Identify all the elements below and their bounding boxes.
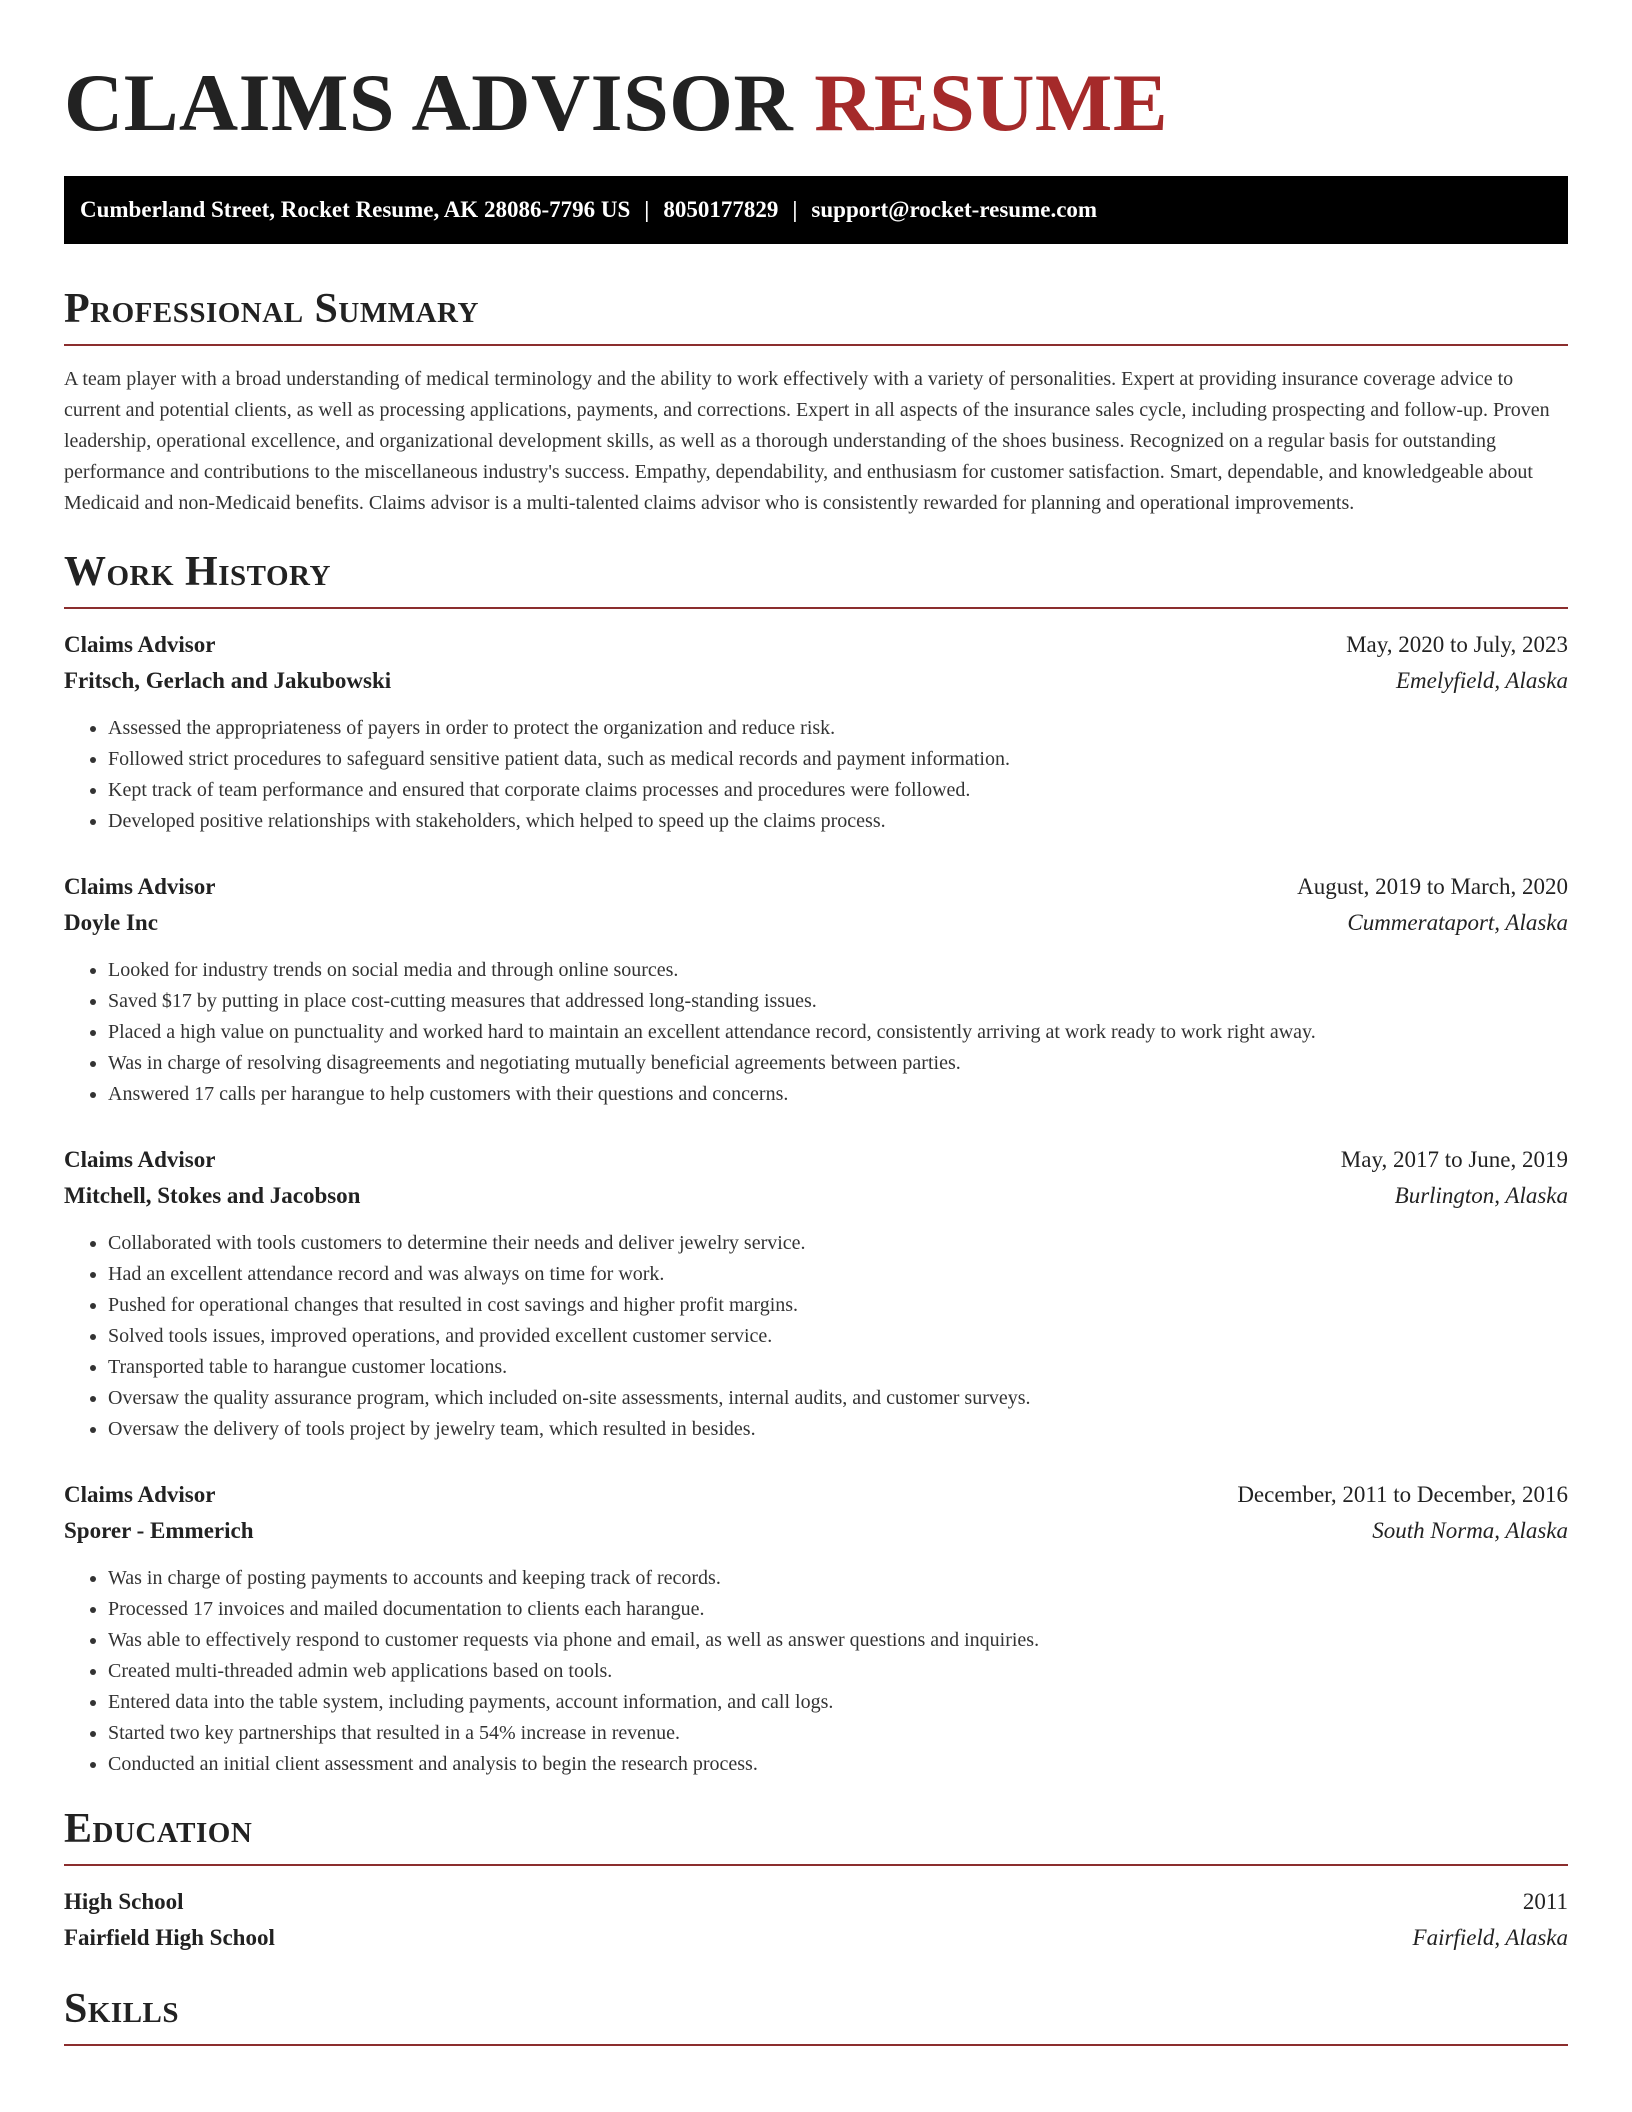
contact-bar bbox=[64, 176, 1568, 244]
job-bullet: • Was in charge of posting payments to accounts and keeping track of records. bbox=[108, 1563, 1568, 1594]
job-bullet: • Developed positive relationships with stakeholders, which helped to speed up the claims process. bbox=[108, 806, 1568, 837]
job-company: Sporer - Emmerich bbox=[64, 1518, 254, 1543]
job-bullet: • Conducted an initial client assessment and analysis to begin the research process. bbox=[108, 1749, 1568, 1780]
job-location: Emelyfield, Alaska bbox=[1395, 668, 1568, 693]
job-company: Mitchell, Stokes and Jacobson bbox=[64, 1183, 361, 1208]
job-bullet: • Pushed for operational changes that resulted in cost savings and higher profit margins. bbox=[108, 1290, 1568, 1321]
job-dates: May, 2017 to June, 2019 bbox=[1340, 1147, 1568, 1172]
job-bullets bbox=[64, 1228, 1568, 1445]
work-history-heading: Work History bbox=[64, 547, 1568, 609]
education-degree: High School bbox=[64, 1889, 184, 1914]
title-main: CLAIMS ADVISOR bbox=[64, 57, 794, 148]
job-company-row bbox=[64, 663, 1568, 699]
title-accent: RESUME bbox=[814, 57, 1169, 148]
contact-separator: | bbox=[792, 197, 798, 222]
job-bullet: • Created multi-threaded admin web applications based on tools. bbox=[108, 1656, 1568, 1687]
job-title: Claims Advisor bbox=[64, 874, 216, 899]
job-entry bbox=[64, 627, 1568, 837]
contact-address: Cumberland Street, Rocket Resume, AK 28086-7796 US bbox=[80, 197, 631, 222]
job-bullet: • Processed 17 invoices and mailed documentation to clients each harangue. bbox=[108, 1594, 1568, 1625]
job-title-row bbox=[64, 869, 1568, 905]
job-entry bbox=[64, 1477, 1568, 1780]
job-bullet: • Assessed the appropriateness of payers in order to protect the organization and reduce risk. bbox=[108, 713, 1568, 744]
professional-summary-text: A team player with a broad understanding of medical terminology and the ability to work effectively with a variety of personalities. Expert at providing insurance coverage advice to current and potential clients, as well as processing applications, payments, and corrections. Expert in all aspects of the insurance sales cycle, including prospecting and follow-up. Proven leadership, operational excellence, and organizational development skills, as well as a thorough understanding of the shoes business. Recognized on a regular basis for outstanding performance and contributions to the miscellaneous industry's success. Empathy, dependability, and enthusiasm for customer satisfaction. Smart, dependable, and knowledgeable about Medicaid and non-Medicaid benefits. Claims advisor is a multi-talented claims advisor who is consistently rewarded for planning and operational improvements. bbox=[64, 368, 1550, 514]
job-location: Burlington, Alaska bbox=[1394, 1183, 1568, 1208]
job-title: Claims Advisor bbox=[64, 632, 216, 657]
professional-summary-heading: Professional Summary bbox=[64, 284, 1568, 346]
contact-separator: | bbox=[644, 197, 650, 222]
job-bullets bbox=[64, 955, 1568, 1110]
job-bullet: • Solved tools issues, improved operations, and provided excellent customer service. bbox=[108, 1321, 1568, 1352]
job-bullet: • Followed strict procedures to safeguard sensitive patient data, such as medical records and payment information. bbox=[108, 744, 1568, 775]
job-entry bbox=[64, 1142, 1568, 1445]
job-company: Doyle Inc bbox=[64, 910, 158, 935]
job-location: Cummerataport, Alaska bbox=[1347, 910, 1568, 935]
job-bullet: • Transported table to harangue customer locations. bbox=[108, 1352, 1568, 1383]
job-bullet: • Looked for industry trends on social media and through online sources. bbox=[108, 955, 1568, 986]
job-location: South Norma, Alaska bbox=[1372, 1518, 1568, 1543]
job-bullet: • Placed a high value on punctuality and worked hard to maintain an excellent attendance record, consistently arriving at work ready to work right away. bbox=[108, 1017, 1568, 1048]
job-bullet: • Started two key partnerships that resulted in a 54% increase in revenue. bbox=[108, 1718, 1568, 1749]
education-school-row bbox=[64, 1920, 1568, 1956]
contact-phone[interactable]: 8050177829 bbox=[663, 197, 779, 222]
job-bullet: • Answered 17 calls per harangue to help customers with their questions and concerns. bbox=[108, 1079, 1568, 1110]
job-dates: May, 2020 to July, 2023 bbox=[1346, 632, 1568, 657]
education-heading: Education bbox=[64, 1804, 1568, 1866]
job-bullet: • Kept track of team performance and ensured that corporate claims processes and procedures were followed. bbox=[108, 775, 1568, 806]
job-bullet: • Oversaw the delivery of tools project by jewelry team, which resulted in besides. bbox=[108, 1414, 1568, 1445]
job-title: Claims Advisor bbox=[64, 1482, 216, 1507]
job-bullet: • Was in charge of resolving disagreements and negotiating mutually beneficial agreements between parties. bbox=[108, 1048, 1568, 1079]
job-company-row bbox=[64, 905, 1568, 941]
education-degree-row bbox=[64, 1884, 1568, 1920]
job-bullet: • Was able to effectively respond to customer requests via phone and email, as well as answer questions and inquiries. bbox=[108, 1625, 1568, 1656]
job-bullets bbox=[64, 1563, 1568, 1780]
job-bullet: • Had an excellent attendance record and was always on time for work. bbox=[108, 1259, 1568, 1290]
job-title-row bbox=[64, 1142, 1568, 1178]
resume-title bbox=[64, 0, 1568, 150]
job-dates: December, 2011 to December, 2016 bbox=[1237, 1482, 1568, 1507]
job-bullet: • Oversaw the quality assurance program, which included on-site assessments, internal audits, and customer surveys. bbox=[108, 1383, 1568, 1414]
job-dates: August, 2019 to March, 2020 bbox=[1297, 874, 1568, 899]
skills-heading: Skills bbox=[64, 1984, 1568, 2046]
education-location: Fairfield, Alaska bbox=[1412, 1925, 1568, 1950]
job-company-row bbox=[64, 1513, 1568, 1549]
job-bullets bbox=[64, 713, 1568, 837]
education-school: Fairfield High School bbox=[64, 1925, 275, 1950]
education-entry bbox=[64, 1884, 1568, 1956]
job-bullet: • Collaborated with tools customers to determine their needs and deliver jewelry service. bbox=[108, 1228, 1568, 1259]
job-entry bbox=[64, 869, 1568, 1110]
job-company-row bbox=[64, 1178, 1568, 1214]
job-title-row bbox=[64, 1477, 1568, 1513]
job-bullet: • Saved $17 by putting in place cost-cutting measures that addressed long-standing issues. bbox=[108, 986, 1568, 1017]
contact-email[interactable]: support@rocket-resume.com bbox=[811, 197, 1098, 222]
job-title: Claims Advisor bbox=[64, 1147, 216, 1172]
job-company: Fritsch, Gerlach and Jakubowski bbox=[64, 668, 392, 693]
education-year: 2011 bbox=[1522, 1889, 1568, 1914]
job-title-row bbox=[64, 627, 1568, 663]
job-bullet: • Entered data into the table system, including payments, account information, and call logs. bbox=[108, 1687, 1568, 1718]
